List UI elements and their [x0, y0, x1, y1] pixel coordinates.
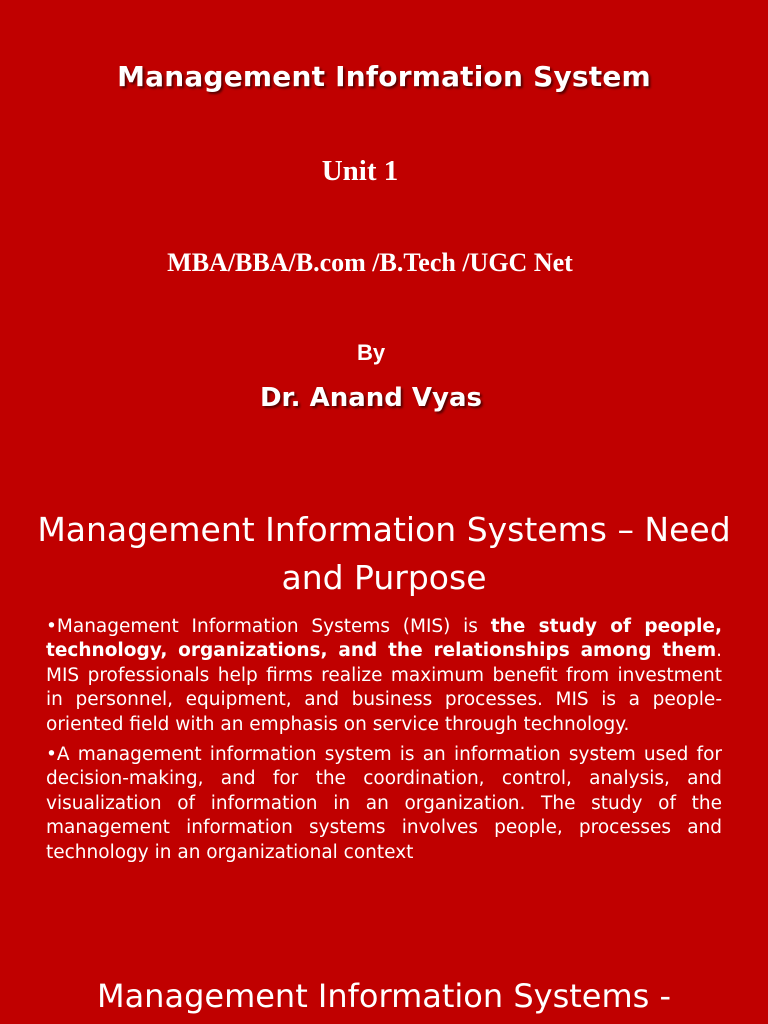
bullet-paragraph: •A management information system is an information system used for decision-making, and for the coordination, control, analysis, and visualization of information in an organization. The study of the management information systems involves people, processes and technology in an organizational context — [46, 744, 722, 863]
content-slide — [0, 478, 768, 948]
author-name: Dr. Anand Vyas — [259, 383, 483, 413]
bullet-paragraph — [46, 615, 722, 737]
next-slide — [0, 948, 768, 1024]
by-label: By — [356, 340, 386, 365]
emphasis-text: the study of people, technology, organizations, and the relationships among them — [46, 616, 722, 662]
slide-heading: Management Information Systems - — [96, 977, 672, 1015]
title-slide — [0, 0, 768, 478]
slide-body — [46, 615, 722, 871]
unit-label: Unit 1 — [321, 155, 399, 187]
paragraph-text: . MIS professionals help firms realize maximum benefit from investment in personnel, equipment, and business processes. MIS is a people-oriented field with an emphasis on service through technology. — [46, 640, 722, 735]
paragraph-text: •Management Information Systems (MIS) is — [46, 616, 491, 637]
slide-heading: Management Information Systems – Need and Purpose — [37, 510, 731, 597]
slide-title: Management Information System — [117, 60, 651, 93]
courses-line: MBA/BBA/B.com /B.Tech /UGC Net — [167, 248, 573, 277]
